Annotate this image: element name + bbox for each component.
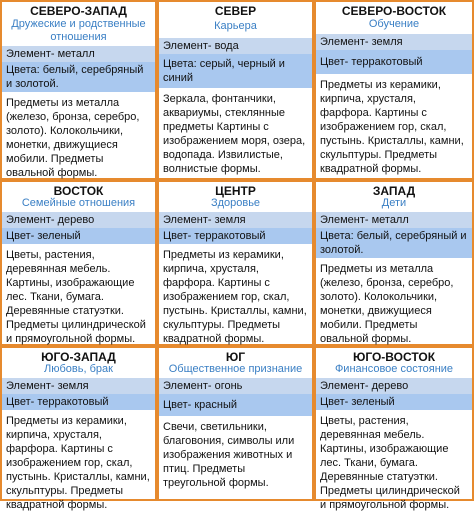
colors-band <box>2 394 155 410</box>
sector-title: СЕВЕРО-ВОСТОК <box>341 4 447 18</box>
colors-band <box>316 228 472 258</box>
sector-description: Цветы, растения, деревянная мебель. Картины, изображающие лес. Ткани, бумага. Деревянные статуэтки. Предметы цилиндрической и прямоугольной формы. <box>6 249 146 345</box>
sector-east <box>0 180 157 346</box>
colors-text: Цвет- зеленый <box>320 396 395 408</box>
element-band: Элемент- огонь <box>159 378 312 394</box>
colors-text: Цвет- терракотовый <box>163 230 266 242</box>
sector-northeast <box>314 0 474 180</box>
sector-title: ЮГ <box>225 350 246 364</box>
sector-title: СЕВЕР <box>214 4 257 18</box>
sector-description: Предметы из керамики, кирпича, хрусталя, фарфора. Картины с изображением гор, скал, пустынь. Кристаллы, камни, скульптуры. Предметы квадратной формы. <box>320 79 464 175</box>
element-band: Элемент- металл <box>2 46 155 62</box>
sector-title: ЦЕНТР <box>215 184 256 198</box>
sector-center <box>157 180 314 346</box>
colors-band <box>159 54 312 88</box>
sector-subtitle: Дружеские и родственные отношения <box>11 17 146 43</box>
colors-text: Цвета: белый, серебряный и золотой. <box>6 64 144 90</box>
sector-description: Цветы, растения, деревянная мебель. Картины, изображающие лес. Ткани, бумага. Деревянные статуэтки. Предметы цилиндрической и прямоугольной формы. <box>320 415 460 511</box>
colors-text: Цвета: серый, черный и синий <box>163 58 285 85</box>
sector-title: ВОСТОК <box>53 184 104 198</box>
colors-band <box>159 394 312 416</box>
sector-subtitle: Здоровье <box>210 197 261 209</box>
sector-west <box>314 180 474 346</box>
sector-subtitle: Общественное признание <box>168 363 303 375</box>
sector-title: ЮГО-ЗАПАД <box>41 350 116 364</box>
sector-north <box>157 0 314 180</box>
sector-subtitle: Карьера <box>214 20 257 33</box>
element-band: Элемент- металл <box>316 212 472 228</box>
colors-text: Цвет- терракотовый <box>6 396 109 408</box>
sector-title: ЮГО-ВОСТОК <box>352 350 436 364</box>
colors-band <box>316 50 472 74</box>
sector-subtitle: Дети <box>381 197 407 209</box>
element-band: Элемент- земля <box>316 34 472 50</box>
colors-band <box>2 228 155 244</box>
element-band: Элемент- дерево <box>2 212 155 228</box>
colors-text: Цвет- зеленый <box>6 230 81 242</box>
colors-band <box>159 228 312 244</box>
colors-text: Цвет- терракотовый <box>320 56 423 68</box>
element-band: Элемент- земля <box>159 212 312 228</box>
colors-band <box>2 62 155 92</box>
sector-description: Предметы из металла (железо, бронза, серебро, золото). Колокольчики, монетки, движущиеся мобили. Предметы овальной формы. <box>320 263 454 345</box>
colors-text: Цвет- красный <box>163 399 238 411</box>
sector-description: Свечи, светильники, благовония, символы или изображения животных и птиц. Предметы треугольной формы. <box>163 421 295 489</box>
sector-description: Предметы из металла (железо, бронза, серебро, золото). Колокольчики, монетки, движущиеся мобили. Предметы овальной формы. <box>6 97 140 179</box>
colors-band <box>316 394 472 410</box>
sector-subtitle: Финансовое состояние <box>334 363 454 375</box>
sector-southwest <box>0 346 157 511</box>
sector-subtitle: Обучение <box>368 18 420 30</box>
sector-subtitle: Любовь, брак <box>44 363 113 375</box>
sector-title: ЗАПАД <box>372 184 416 198</box>
element-band: Элемент- земля <box>2 378 155 394</box>
sector-title: СЕВЕРО-ЗАПАД <box>30 4 127 18</box>
sector-description: Предметы из керамики, кирпича, хрусталя, фарфора. Картины с изображением гор, скал, пустынь. Кристаллы, камни, скульптуры. Предметы квадратной формы. <box>163 249 307 345</box>
sector-northwest <box>0 0 157 180</box>
element-band: Элемент- дерево <box>316 378 472 394</box>
sector-subtitle: Семейные отношения <box>21 197 136 209</box>
sector-description: Предметы из керамики, кирпича, хрусталя, фарфора. Картины с изображением гор, скал, пустынь. Кристаллы, камни, скульптуры. Предметы квадратной формы. <box>6 415 150 511</box>
element-band: Элемент- вода <box>159 38 312 54</box>
sector-south <box>157 346 314 501</box>
sector-southeast <box>314 346 474 511</box>
colors-text: Цвета: белый, серебряный и золотой. <box>320 230 467 256</box>
sector-description: Зеркала, фонтанчики, аквариумы, стеклянные предметы Картины с изображением моря, озера, водопада. Извилистые, волнистые формы. <box>163 93 306 175</box>
